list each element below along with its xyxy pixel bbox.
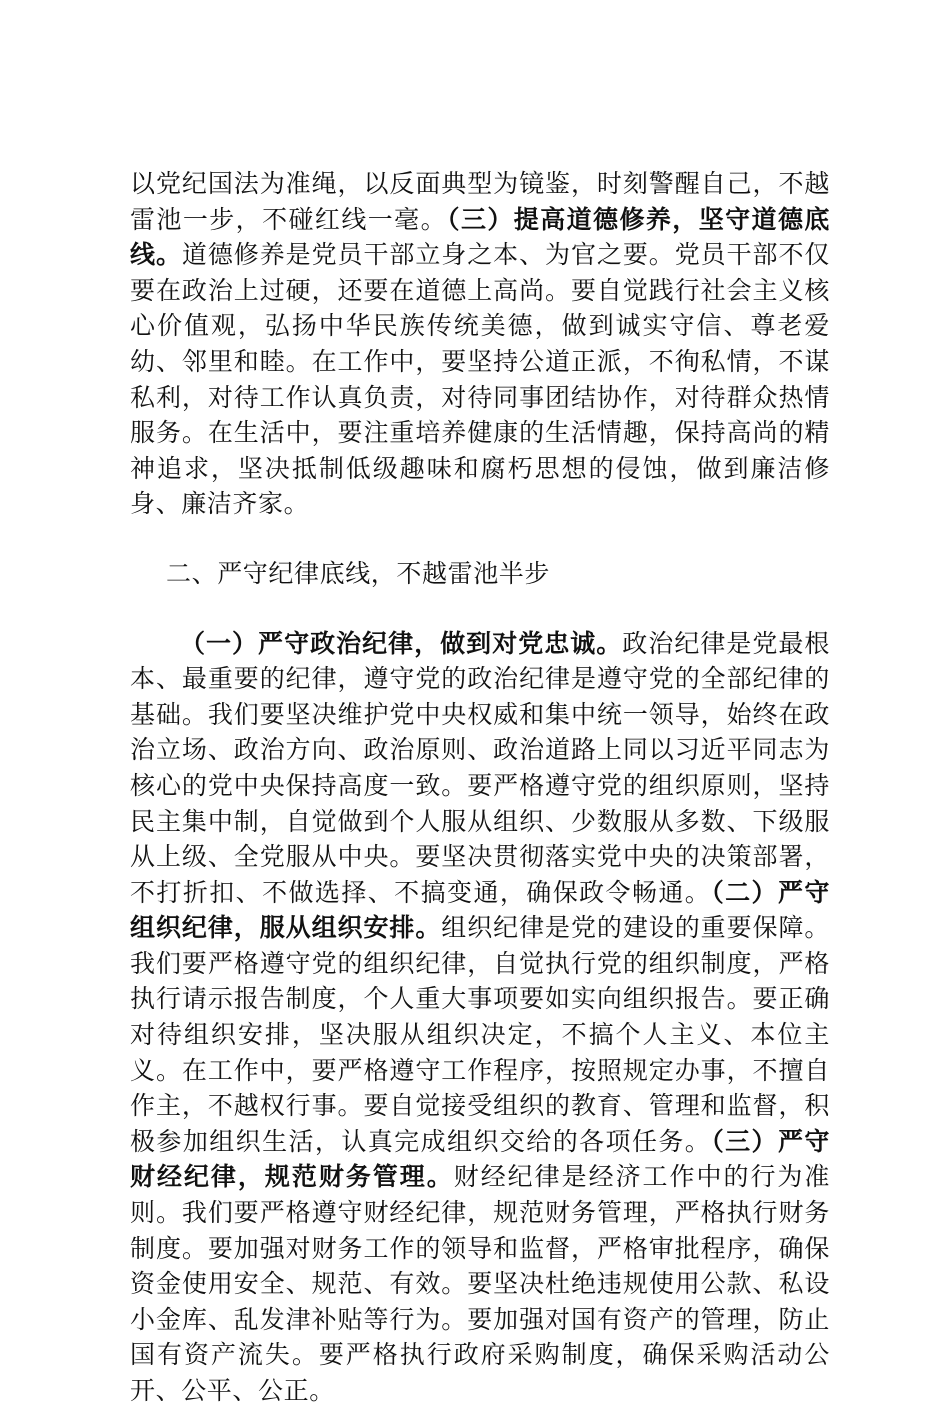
section-heading-2: 二、严守纪律底线，不越雷池半步 xyxy=(166,558,551,588)
paragraph-text: 政治纪律是党最根本、最重要的纪律，遵守党的政治纪律是遵守党的全部纪律的基础。我们要坚决维护党中央权威和集中统一领导，始终在政治立场、政治方向、政治原则、政治道路上同以习近平同志为核心的党中央保持高度一致。要严格遵守党的组织原则，坚持民主集中制，自觉做到个人服从组织、少数服从多数、下级服从上级、全党服从中央。要坚决贯彻落实党中央的决策部署，不打折扣、不做选择、不搞变通，确保政令畅通。 xyxy=(130,628,830,907)
subheading-inline-2: （二）严守组织纪律，服从组织安排。 xyxy=(130,877,830,943)
paragraph-text: 财经纪律是经济工作中的行为准则。我们要严格遵守财经纪律，规范财务管理，严格执行财务制度。要加强对财务工作的领导和监督，严格审批程序，确保资金使用安全、规范、有效。要坚决杜绝违规使用公款、私设小金库、乱发津补贴等行为。要加强对国有资产的管理，防止国有资产流失。要严格执行政府采购制度，确保采购活动公开、公平、公正。 xyxy=(130,1162,831,1405)
spacer xyxy=(130,592,830,626)
paragraph-text: 以党纪国法为准绳，以反面典型为镜鉴，时刻警醒自己，不越雷池一步，不碰红线一毫。 xyxy=(130,169,830,234)
spacer xyxy=(130,522,830,556)
paragraph-text: 道德修养是党员干部立身之本、为官之要。党员干部不仅要在政治上过硬，还要在道德上高尚。要自觉践行社会主义核心价值观，弘扬中华民族传统美德，做到诚实守信、尊老爱幼、邻里和睦。在工作中，要坚持公道正派，不徇私情，不谋私利，对待工作认真负责，对待同事团结协作，对待群众热情服务。在生活中，要注重培养健康的生活情趣，保持高尚的精神追求，坚决抵制低级趣味和腐朽思想的侵蚀，做到廉洁修身、廉洁齐家。 xyxy=(130,240,830,519)
document-page xyxy=(130,166,830,1409)
paragraph-text: 组织纪律是党的建设的重要保障。我们要严格遵守党的组织纪律，自觉执行党的组织制度，严格执行请示报告制度，个人重大事项要如实向组织报告。要正确对待组织安排，坚决服从组织决定，不搞个人主义、本位主义。在工作中，要严格遵守工作程序，按照规定办事，不擅自作主，不越权行事。要自觉接受组织的教育、管理和监督，积极参加组织生活，认真完成组织交给的各项任务。 xyxy=(130,913,830,1156)
subheading-inline-1: （一）严守政治纪律，做到对党忠诚。 xyxy=(180,628,623,658)
paragraph-moral-cultivation xyxy=(130,166,830,522)
subheading-inline-3: （三）严守财经纪律，规范财务管理。 xyxy=(130,1126,830,1192)
paragraph-discipline xyxy=(130,626,830,1409)
subheading-inline-3: （三）提高道德修养，坚守道德底线。 xyxy=(130,204,830,270)
